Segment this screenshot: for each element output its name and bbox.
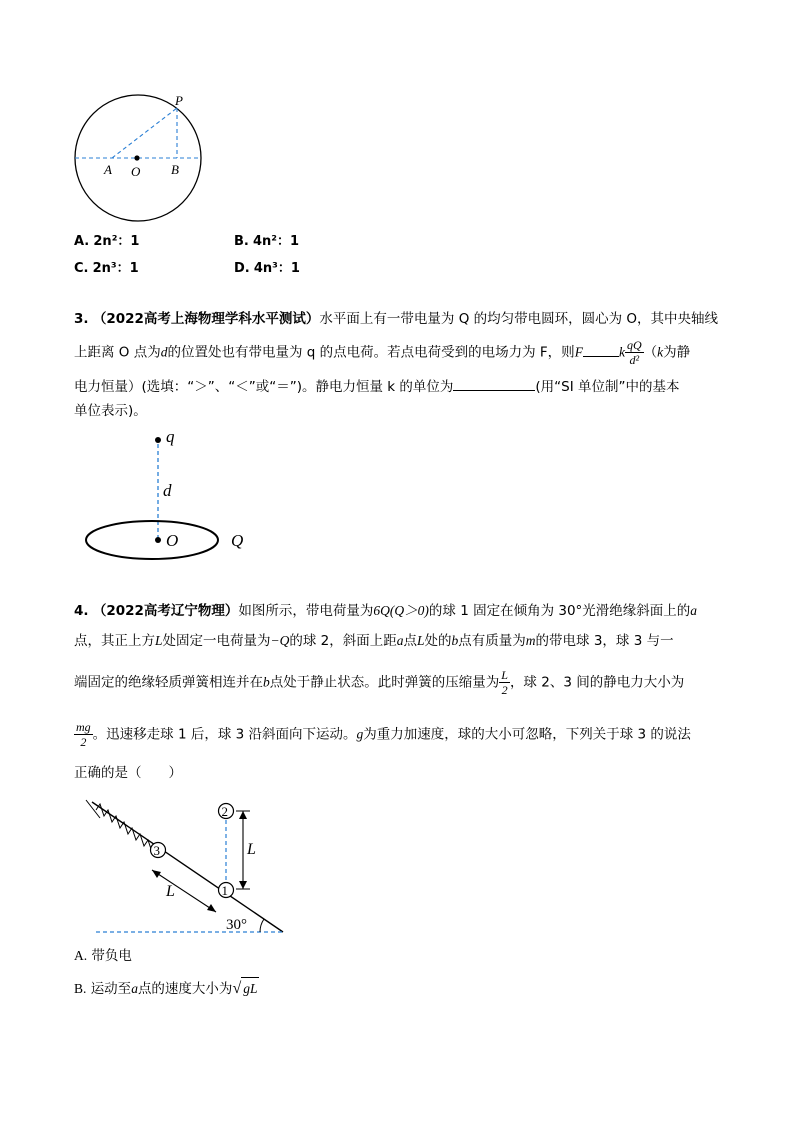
- label-O: O: [131, 164, 141, 179]
- option-D-expr: 4n³：1: [253, 261, 300, 276]
- option-D: [234, 259, 300, 279]
- q3-line4-text: 单位表示)。: [74, 403, 147, 419]
- q4-frac2-den: 2: [80, 735, 87, 749]
- q4-option-A: [74, 945, 132, 967]
- q4-line2-b: 处固定一电荷量为: [162, 633, 271, 649]
- option-A: [74, 232, 139, 252]
- option-B-expr: 4n²：1: [253, 234, 300, 249]
- q4-line2-e: 处的: [424, 633, 452, 649]
- q4-line3-b: 点处于静止状态。此时弹簧的压缩量为: [269, 674, 500, 691]
- q4-frac1-num: L: [501, 668, 508, 682]
- option-D-letter: D.: [234, 261, 250, 276]
- q4-line2-f: 点有质量为: [458, 633, 526, 649]
- q3-line3-a: 电力恒量）(选填：“＞”、“＜”或“＝”)。静电力恒量 k 的单位为: [74, 379, 454, 395]
- q4-var-a-2: a: [396, 633, 404, 648]
- ring-center: [155, 537, 161, 543]
- q3-answer-blank-1[interactable]: [583, 342, 619, 357]
- label-q: q: [166, 427, 175, 446]
- option-C: [74, 259, 139, 279]
- q4-frac2-num: mg: [76, 720, 91, 734]
- q4-number: 4.: [74, 603, 89, 619]
- label-P: P: [175, 93, 183, 108]
- label-angle: 30°: [226, 917, 247, 933]
- q4-line1-b: 的球 1 固定在倾角为 30°光滑绝缘斜面上的: [428, 603, 691, 619]
- q4-option-B-sqrt: gL: [241, 977, 259, 1000]
- q4-frac1-den: 2: [501, 683, 508, 697]
- label-A: A: [104, 162, 112, 177]
- q4-line2: [74, 630, 674, 652]
- q4-fraction-mg2: [74, 720, 93, 749]
- label-d: d: [163, 481, 172, 500]
- option-B-letter: B.: [234, 234, 249, 249]
- q3-line3: [74, 376, 680, 398]
- q3-var-k: k: [618, 344, 625, 360]
- arrow-head-top: [152, 870, 161, 878]
- option-C-expr: 2n³：1: [92, 261, 139, 276]
- q4-source: （2022高考辽宁物理）: [92, 603, 239, 619]
- q4-line4: [74, 720, 691, 749]
- label-Q: Q: [231, 531, 244, 550]
- label-L-vertical: L: [247, 841, 256, 858]
- q3-line2-c: （: [643, 344, 658, 361]
- q4-line3-c: ，球 2、3 间的静电力大小为: [509, 674, 685, 691]
- point-charge-q: [155, 437, 161, 443]
- q4-line1: [74, 600, 697, 622]
- q4-line2-d: 点: [403, 633, 418, 649]
- q3-var-F: F: [574, 344, 583, 360]
- label-O-ring: O: [166, 531, 179, 550]
- q3-source: （2022高考上海物理学科水平测试）: [92, 311, 320, 327]
- label-B: B: [171, 162, 179, 177]
- q4-option-A-text: 带负电: [91, 948, 132, 964]
- q4-option-A-letter: A.: [74, 948, 88, 963]
- ball-1-label: 1: [221, 883, 228, 898]
- q3-line2-a: 上距离 O 点为: [74, 344, 161, 361]
- charged-ring: [86, 521, 218, 559]
- center-point: [134, 155, 139, 160]
- q4-charge-expr: 6Q(Q＞0): [373, 603, 429, 618]
- q3-fraction: [625, 338, 644, 367]
- q4-var-b-2: b: [263, 674, 270, 690]
- q3-line4: [74, 400, 147, 422]
- q3-var-k-2: k: [657, 344, 664, 360]
- q3-frac-num: qQ: [626, 338, 642, 352]
- q4-line2-c: 的球 2，斜面上距: [289, 633, 397, 649]
- q4-option-B-letter: B.: [74, 981, 87, 996]
- q4-var-L-2: L: [417, 633, 425, 648]
- option-A-letter: A.: [74, 234, 90, 249]
- sqrt-symbol: √: [232, 980, 242, 997]
- q4-line5-text: 正确的是（ ）: [74, 765, 182, 781]
- q4-line2-a: 点，其正上方: [74, 633, 155, 649]
- arrow-head-bottom: [207, 904, 216, 912]
- circle-figure: [60, 90, 220, 230]
- q4-line4-b: 为重力加速度，球的大小可忽略，下列关于球 3 的说法: [363, 726, 691, 743]
- q3-frac-den: d²: [629, 353, 640, 367]
- q3-line2-b: 的位置处也有带电量为 q 的点电荷。若点电荷受到的电场力为 F，则: [167, 344, 575, 361]
- label-L-slope: L: [166, 883, 175, 900]
- ball-3-label: 3: [153, 843, 160, 858]
- q4-option-B-text-b: 点的速度大小为: [137, 981, 233, 997]
- incline-surface: [92, 802, 283, 932]
- option-A-expr: 2n²：1: [93, 234, 140, 249]
- incline-figure: [70, 798, 290, 938]
- angle-arc: [260, 919, 264, 932]
- q4-line3: [74, 668, 684, 697]
- dim-arrow-top: [239, 811, 247, 819]
- q4-line3-a: 端固定的绝缘轻质弹簧相连并在: [74, 674, 263, 691]
- dim-arrow-bottom: [239, 881, 247, 889]
- q3-line2-d: 为静: [663, 344, 691, 361]
- q4-var-L: L: [155, 633, 163, 648]
- q4-var-g: g: [356, 726, 364, 742]
- q4-line2-g: 的带电球 3，球 3 与一: [535, 633, 674, 649]
- q4-option-B-text-a: 运动至: [90, 981, 132, 997]
- q4-option-B: [74, 977, 259, 1000]
- q3-line1: [74, 308, 718, 330]
- q4-option-B-var-a: a: [131, 981, 138, 996]
- option-B: [234, 232, 299, 252]
- slope-distance-arrow: [152, 870, 216, 912]
- q3-answer-blank-2[interactable]: [453, 376, 535, 391]
- q4-var-m: m: [525, 633, 536, 648]
- q3-line3-b: (用“SI 单位制”中的基本: [535, 379, 680, 395]
- option-C-letter: C.: [74, 261, 89, 276]
- q4-fraction-L2: [499, 668, 510, 697]
- line-AP: [112, 108, 177, 158]
- ball-2-label: 2: [221, 804, 228, 819]
- q4-neg-q: −Q: [270, 633, 290, 648]
- q4-var-a: a: [690, 603, 698, 618]
- q4-line1-a: 如图所示，带电荷量为: [238, 603, 374, 619]
- q3-number: 3.: [74, 311, 89, 327]
- q3-line2: [74, 338, 690, 367]
- ring-charge-figure: [80, 424, 270, 564]
- q3-line1-text: 水平面上有一带电量为 Q 的均匀带电圆环，圆心为 O，其中央轴线: [319, 311, 719, 327]
- q4-line5: [74, 762, 182, 784]
- q4-var-b: b: [451, 633, 459, 648]
- q3-var-d: d: [160, 344, 168, 360]
- q4-line4-a: 。迅速移走球 1 后，球 3 沿斜面向下运动。: [92, 726, 357, 743]
